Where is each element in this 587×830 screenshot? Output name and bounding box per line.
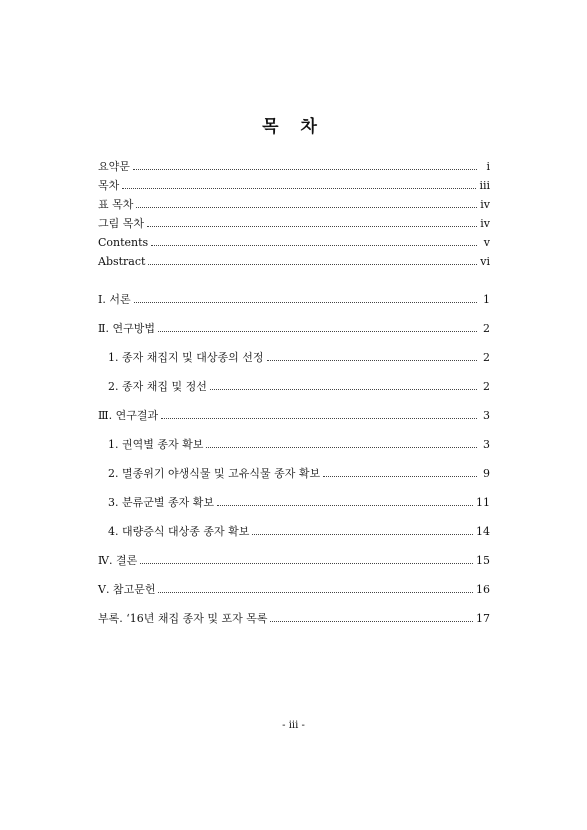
toc-entry-section-2-2[interactable]	[98, 378, 490, 394]
toc-entry-summary[interactable]	[98, 158, 490, 174]
toc-leader-dots	[158, 591, 473, 593]
toc-leader-dots	[161, 417, 477, 419]
toc-entry-page: iv	[480, 198, 490, 211]
toc-leader-dots	[148, 263, 477, 265]
toc-entry-label: Ⅳ. 결론	[98, 554, 138, 567]
toc-entry-label: Ⅰ. 서론	[98, 293, 131, 306]
toc-entry-abstract[interactable]	[98, 253, 490, 269]
toc-entry-label: Ⅴ. 참고문헌	[98, 583, 156, 596]
toc-entry-chapter-2[interactable]	[98, 320, 490, 336]
toc-entry-section-3-1[interactable]	[98, 436, 490, 452]
toc-entry-contents[interactable]	[98, 177, 490, 193]
toc-entry-section-3-2[interactable]	[98, 465, 490, 481]
toc-entry-label: Ⅱ. 연구방법	[98, 322, 155, 335]
toc-entry-page: 9	[483, 467, 490, 480]
toc-entry-label: Contents	[98, 236, 149, 249]
toc-leader-dots	[217, 504, 473, 506]
toc-entry-page: 14	[476, 525, 490, 538]
toc-entry-page: v	[483, 236, 490, 249]
toc-entry-section-3-3[interactable]	[98, 494, 490, 510]
toc-leader-dots	[267, 359, 478, 361]
toc-entry-page: 17	[476, 612, 490, 625]
toc-entry-contents-en[interactable]	[98, 234, 490, 250]
toc-leader-dots	[147, 225, 477, 227]
toc-entry-page: iv	[480, 217, 490, 230]
toc-entry-page: 1	[483, 293, 490, 306]
toc-entry-page: 15	[476, 554, 490, 567]
toc-leader-dots	[122, 187, 476, 189]
toc-entry-page: 2	[483, 380, 490, 393]
toc-leader-dots	[158, 330, 477, 332]
toc-entry-label: Ⅲ. 연구결과	[98, 409, 159, 422]
toc-leader-dots	[151, 244, 477, 246]
toc-leader-dots	[252, 533, 473, 535]
toc-entry-label: 그림 목차	[98, 217, 145, 230]
toc-entry-page: 2	[483, 351, 490, 364]
toc-entry-chapter-5[interactable]	[98, 581, 490, 597]
toc-entry-label: 1. 종자 채집지 및 대상종의 선정	[108, 351, 264, 364]
toc-entry-page: 16	[476, 583, 490, 596]
toc-leader-dots	[270, 620, 473, 622]
toc-entry-label: Abstract	[98, 255, 146, 268]
page-number: - iii -	[282, 720, 305, 731]
toc-entry-figure-list[interactable]	[98, 215, 490, 231]
toc-entry-label: 표 목차	[98, 198, 134, 211]
toc-entry-label: 목차	[98, 179, 120, 192]
toc-entry-section-3-4[interactable]	[98, 523, 490, 539]
toc-entry-label: 요약문	[98, 160, 130, 173]
toc-entry-page: iii	[479, 179, 490, 192]
toc-entry-table-list[interactable]	[98, 196, 490, 212]
toc-entry-appendix[interactable]	[98, 610, 490, 626]
toc-entry-page: 2	[483, 322, 490, 335]
toc-entry-chapter-3[interactable]	[98, 407, 490, 423]
toc-entry-label: 3. 분류군별 종자 확보	[108, 496, 214, 509]
toc-entry-chapter-1[interactable]	[98, 291, 490, 307]
toc-entry-label: 2. 종자 채집 및 정선	[108, 380, 207, 393]
toc-leader-dots	[210, 388, 477, 390]
page-title: 목 차	[262, 117, 325, 137]
toc-leader-dots	[323, 475, 477, 477]
toc-leader-dots	[136, 206, 477, 208]
toc-entry-page: 3	[483, 438, 490, 451]
toc-entry-label: 4. 대량증식 대상종 종자 확보	[108, 525, 250, 538]
toc-entry-chapter-4[interactable]	[98, 552, 490, 568]
toc-entry-page: i	[486, 160, 490, 173]
toc-leader-dots	[206, 446, 477, 448]
toc-entry-label: 1. 권역별 종자 확보	[108, 438, 204, 451]
toc-entry-label: 부록. ‘16년 채집 종자 및 포자 목록	[98, 612, 268, 625]
toc-entry-page: 3	[483, 409, 490, 422]
toc-entry-page: vi	[480, 255, 490, 268]
toc-leader-dots	[134, 301, 477, 303]
toc-leader-dots	[133, 168, 477, 170]
toc-leader-dots	[140, 562, 473, 564]
toc-entry-page: 11	[476, 496, 490, 509]
toc-entry-section-2-1[interactable]	[98, 349, 490, 365]
toc-entry-label: 2. 멸종위기 야생식물 및 고유식물 종자 확보	[108, 467, 321, 480]
